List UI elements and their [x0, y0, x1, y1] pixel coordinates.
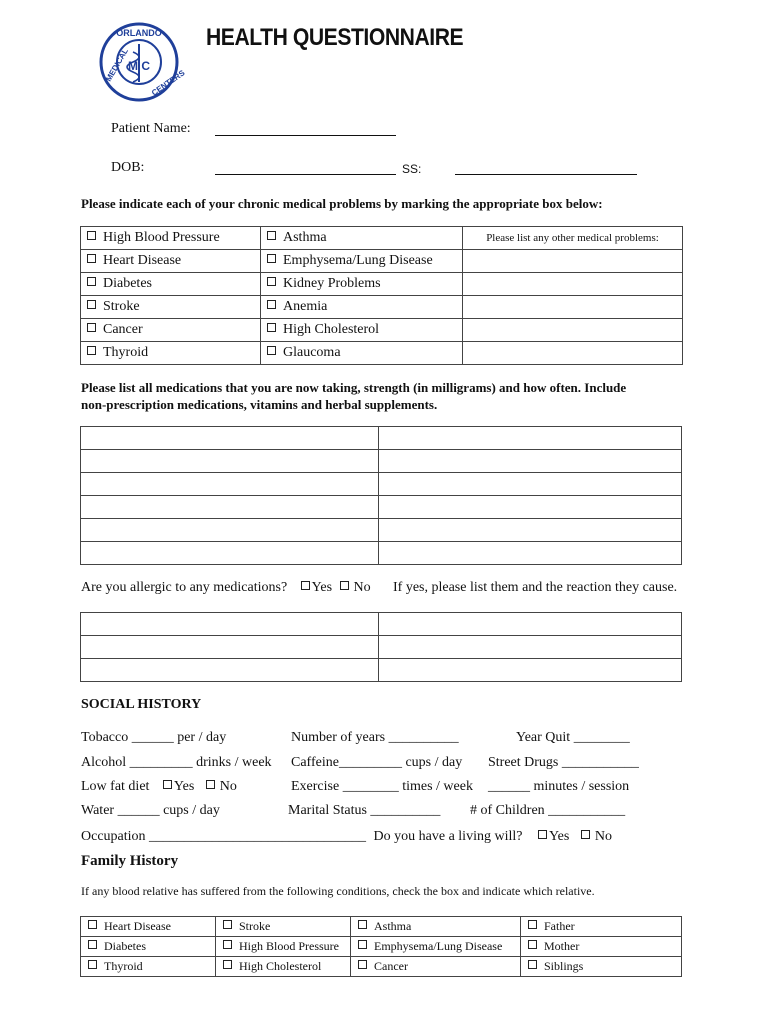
condition-diabetes[interactable]: Diabetes	[81, 273, 261, 296]
checkbox[interactable]	[267, 323, 276, 332]
low-fat-diet: Low fat diet Yes No	[81, 779, 237, 794]
family-cell[interactable]: Heart Disease	[81, 917, 216, 937]
medication-cell[interactable]	[379, 427, 682, 450]
dob-label: DOB:	[111, 160, 145, 175]
other-problems-field[interactable]	[463, 296, 683, 319]
medications-instruction-2: non-prescription medications, vitamins and herbal supplements.	[81, 397, 438, 412]
checkbox[interactable]	[358, 960, 367, 969]
years-field[interactable]: Number of years __________	[291, 730, 459, 745]
allergy-followup: If yes, please list them and the reaction they cause.	[393, 580, 678, 595]
allergy-yes-checkbox[interactable]	[301, 581, 310, 590]
orlando-medical-centers-logo	[96, 22, 187, 102]
condition-glaucoma[interactable]: Glaucoma	[261, 342, 463, 365]
medication-cell[interactable]	[81, 473, 379, 496]
chronic-conditions-table	[80, 226, 683, 365]
patient-name-field[interactable]	[215, 135, 396, 136]
allergy-cell[interactable]	[81, 613, 379, 636]
street-drugs-field[interactable]: Street Drugs ___________	[488, 755, 639, 770]
medication-cell[interactable]	[379, 519, 682, 542]
family-cell[interactable]: Thyroid	[81, 957, 216, 977]
family-cell[interactable]: Asthma	[351, 917, 521, 937]
medication-cell[interactable]	[379, 542, 682, 565]
allergy-cell[interactable]	[379, 659, 682, 682]
medications-instruction-1: Please list all medications that you are now taking, strength (in milligrams) and how often. Include	[81, 380, 627, 395]
other-problems-label: Please list any other medical problems:	[463, 227, 683, 250]
family-cell[interactable]: Cancer	[351, 957, 521, 977]
exercise-field[interactable]: Exercise ________ times / week	[291, 779, 473, 794]
logo-text-left: MEDICAL	[103, 46, 130, 83]
year-quit-field[interactable]: Year Quit ________	[516, 730, 630, 745]
living-will-yes-checkbox[interactable]	[538, 830, 547, 839]
medication-cell[interactable]	[81, 450, 379, 473]
medication-cell[interactable]	[379, 473, 682, 496]
checkbox[interactable]	[87, 231, 96, 240]
checkbox[interactable]	[87, 254, 96, 263]
checkbox[interactable]	[267, 277, 276, 286]
allergy-cell[interactable]	[379, 636, 682, 659]
living-will-no-checkbox[interactable]	[581, 830, 590, 839]
low-fat-yes-checkbox[interactable]	[163, 780, 172, 789]
family-cell[interactable]: High Cholesterol	[216, 957, 351, 977]
family-cell[interactable]: Mother	[521, 937, 682, 957]
checkbox[interactable]	[87, 277, 96, 286]
family-history-heading: Family History	[81, 853, 179, 869]
medication-cell[interactable]	[81, 496, 379, 519]
condition-asthma[interactable]: Asthma	[261, 227, 463, 250]
alcohol-field[interactable]: Alcohol _________ drinks / week	[81, 755, 272, 770]
other-problems-field[interactable]	[463, 250, 683, 273]
checkbox[interactable]	[88, 940, 97, 949]
occupation-row: Occupation _______________________________ Do you have a living will? Yes No	[81, 829, 612, 844]
family-cell[interactable]: Stroke	[216, 917, 351, 937]
medication-cell[interactable]	[379, 496, 682, 519]
checkbox[interactable]	[358, 920, 367, 929]
minutes-field[interactable]: ______ minutes / session	[488, 779, 630, 794]
logo-text-mid: M C	[128, 59, 150, 73]
family-cell[interactable]: Diabetes	[81, 937, 216, 957]
logo-text-top: ORLANDO	[116, 28, 162, 38]
family-cell[interactable]: Emphysema/Lung Disease	[351, 937, 521, 957]
water-field[interactable]: Water ______ cups / day	[81, 803, 220, 818]
allergy-no-checkbox[interactable]	[340, 581, 349, 590]
other-problems-field[interactable]	[463, 319, 683, 342]
condition-emphysema[interactable]: Emphysema/Lung Disease	[261, 250, 463, 273]
social-history-heading: SOCIAL HISTORY	[81, 697, 202, 712]
occupation-field[interactable]: Occupation _______________________________	[81, 829, 367, 844]
caffeine-field[interactable]: Caffeine_________ cups / day	[291, 755, 463, 770]
children-field[interactable]: # of Children ___________	[470, 803, 626, 818]
other-problems-field[interactable]	[463, 273, 683, 296]
family-instruction: If any blood relative has suffered from the following conditions, check the box and indicate which relative.	[81, 884, 595, 898]
allergy-cell[interactable]	[81, 636, 379, 659]
low-fat-no-checkbox[interactable]	[206, 780, 215, 789]
page-title: HEALTH QUESTIONNAIRE	[206, 24, 464, 51]
checkbox[interactable]	[223, 940, 232, 949]
checkbox[interactable]	[528, 920, 537, 929]
allergy-question: Are you allergic to any medications? Yes No	[81, 580, 371, 595]
dob-field[interactable]	[215, 174, 396, 175]
checkbox[interactable]	[267, 346, 276, 355]
checkbox[interactable]	[88, 920, 97, 929]
checkbox[interactable]	[87, 323, 96, 332]
checkbox[interactable]	[223, 920, 232, 929]
family-cell[interactable]: Father	[521, 917, 682, 937]
checkbox[interactable]	[267, 300, 276, 309]
checkbox[interactable]	[88, 960, 97, 969]
checkbox[interactable]	[528, 940, 537, 949]
other-problems-field[interactable]	[463, 342, 683, 365]
condition-heart-disease[interactable]: Heart Disease	[81, 250, 261, 273]
chronic-instruction: Please indicate each of your chronic medical problems by marking the appropriate box below:	[81, 196, 603, 211]
logo-text-right: CENTERS	[149, 68, 187, 98]
condition-cancer[interactable]: Cancer	[81, 319, 261, 342]
checkbox[interactable]	[87, 300, 96, 309]
patient-name-label: Patient Name:	[111, 121, 191, 136]
medication-cell[interactable]	[81, 427, 379, 450]
family-cell[interactable]: High Blood Pressure	[216, 937, 351, 957]
condition-stroke[interactable]: Stroke	[81, 296, 261, 319]
checkbox[interactable]	[267, 231, 276, 240]
ss-label: SS:	[402, 162, 422, 176]
ss-field[interactable]	[455, 174, 637, 175]
family-cell[interactable]: Siblings	[521, 957, 682, 977]
medication-cell[interactable]	[81, 542, 379, 565]
checkbox[interactable]	[87, 346, 96, 355]
checkbox[interactable]	[223, 960, 232, 969]
tobacco-field[interactable]: Tobacco ______ per / day	[81, 730, 227, 745]
marital-status-field[interactable]: Marital Status __________	[288, 803, 441, 818]
checkbox[interactable]	[358, 940, 367, 949]
checkbox[interactable]	[267, 254, 276, 263]
family-history-table	[80, 916, 682, 977]
condition-high-cholesterol[interactable]: High Cholesterol	[261, 319, 463, 342]
medications-table	[80, 426, 682, 565]
allergy-cell[interactable]	[379, 613, 682, 636]
allergy-table	[80, 612, 682, 682]
checkbox[interactable]	[528, 960, 537, 969]
condition-thyroid[interactable]: Thyroid	[81, 342, 261, 365]
medication-cell[interactable]	[81, 519, 379, 542]
condition-high-blood-pressure[interactable]: High Blood Pressure	[81, 227, 261, 250]
allergy-cell[interactable]	[81, 659, 379, 682]
medication-cell[interactable]	[379, 450, 682, 473]
condition-anemia[interactable]: Anemia	[261, 296, 463, 319]
condition-kidney-problems[interactable]: Kidney Problems	[261, 273, 463, 296]
